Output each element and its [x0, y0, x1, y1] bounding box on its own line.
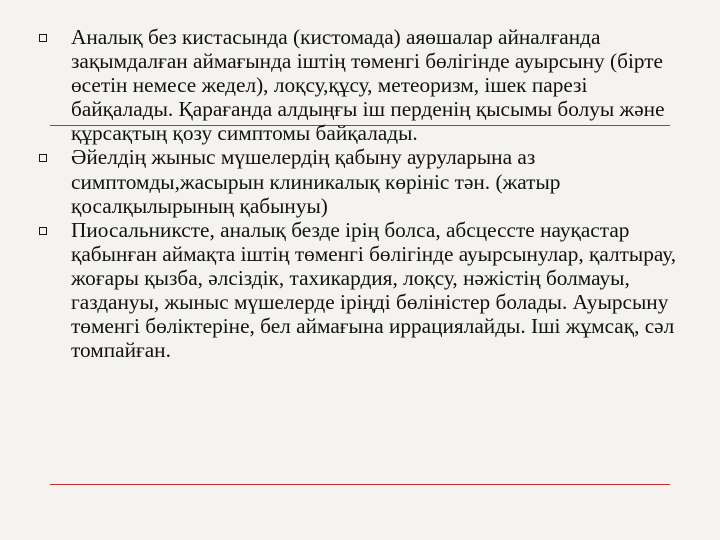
bottom-divider-line: [50, 484, 670, 485]
bullet-text: Әйелдің жыныс мүшелердің қабыну ауруларына аз симптомды,жасырын клиникалық көрініс тән. (жатыр қосалқылырының қабынуы): [71, 145, 561, 218]
bullet-item: [38, 218, 678, 363]
bullet-text: Аналық без кистасында (кистомада) аяөшалар айналғанда зақымдалған аймағында іштің төменгі бөлігінде ауырсыну (бірте өсетін немесе жедел), лоқсу,құсу, метеоризм, ішек парезі байқалады. Қарағанда алдыңғы іш перденің қысымы болуы және құрсақтың қозу симптомы байқалады.: [71, 25, 665, 146]
bullet-item: [38, 25, 678, 145]
bullet-item: [38, 145, 678, 217]
bullet-text: Пиосальниксте, аналық безде ірің болса, абсцессте науқастар қабынған аймақта іштің төменгі бөлігінде ауырсынулар, қалтырау, жоғары қызба, әлсіздік, тахикардия, лоқсу, нәжістің болмауы, газдануы, жыныс мүшелерде іріңді бөліністер болады. Ауырсыну төменгі бөліктеріне, бел аймағына иррациялайды. Іші жұмсақ, сәл томпайған.: [71, 217, 677, 363]
hollow-square-bullet-icon: [39, 227, 47, 235]
hollow-square-bullet-icon: [39, 154, 47, 162]
hollow-square-bullet-icon: [39, 34, 47, 42]
bullet-list: [38, 25, 678, 362]
